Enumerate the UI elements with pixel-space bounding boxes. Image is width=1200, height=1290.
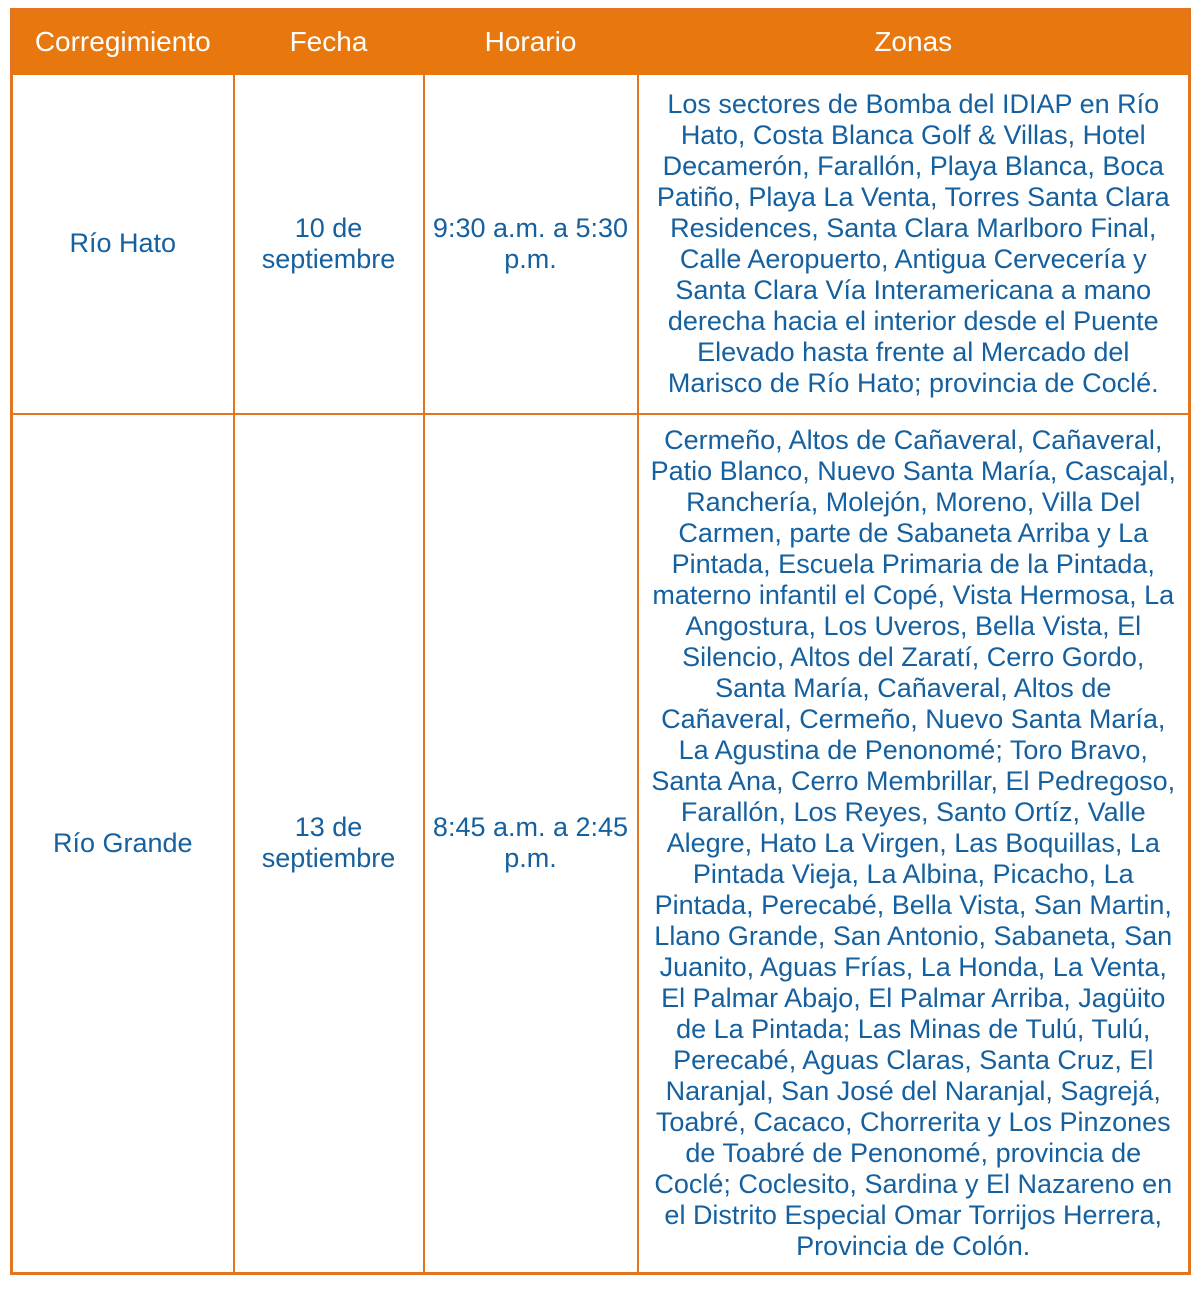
- column-header-zonas: Zonas: [638, 10, 1190, 74]
- column-header-fecha: Fecha: [234, 10, 424, 74]
- column-header-horario: Horario: [424, 10, 638, 74]
- header-row: [12, 10, 1190, 74]
- table-row: [12, 414, 1190, 1274]
- table-row: [12, 74, 1190, 414]
- outage-schedule-table: [10, 8, 1191, 1275]
- column-header-corregimiento: Corregimiento: [12, 10, 234, 74]
- zonas-cell: Los sectores de Bomba del IDIAP en Río Hato, Costa Blanca Golf & Villas, Hotel Decamerón, Farallón, Playa Blanca, Boca Patiño, Playa La Venta, Torres Santa Clara Residences, Santa Clara Marlboro Final, Calle Aeropuerto, Antigua Cervecería y Santa Clara Vía Interamericana a mano derecha hacia el interior desde el Puente Elevado hasta frente al Mercado del Marisco de Río Hato; provincia de Coclé.: [638, 74, 1190, 414]
- corregimiento-cell: Río Hato: [12, 74, 234, 414]
- fecha-cell: 13 de septiembre: [234, 414, 424, 1274]
- fecha-cell: 10 de septiembre: [234, 74, 424, 414]
- horario-cell: 9:30 a.m. a 5:30 p.m.: [424, 74, 638, 414]
- corregimiento-cell: Río Grande: [12, 414, 234, 1274]
- horario-cell: 8:45 a.m. a 2:45 p.m.: [424, 414, 638, 1274]
- zonas-cell: Cermeño, Altos de Cañaveral, Cañaveral, Patio Blanco, Nuevo Santa María, Cascajal, Ranchería, Molejón, Moreno, Villa Del Carmen, parte de Sabaneta Arriba y La Pintada, Escuela Primaria de la Pintada, materno infantil el Copé, Vista Hermosa, La Angostura, Los Uveros, Bella Vista, El Silencio, Altos del Zaratí, Cerro Gordo, Santa María, Cañaveral, Altos de Cañaveral, Cermeño, Nuevo Santa María, La Agustina de Penonomé; Toro Bravo, Santa Ana, Cerro Membrillar, El Pedregoso, Farallón, Los Reyes, Santo Ortíz, Valle Alegre, Hato La Virgen, Las Boquillas, La Pintada Vieja, La Albina, Picacho, La Pintada, Perecabé, Bella Vista, San Martin, Llano Grande, San Antonio, Sabaneta, San Juanito, Aguas Frías, La Honda, La Venta, El Palmar Abajo, El Palmar Arriba, Jagüito de La Pintada; Las Minas de Tulú, Tulú, Perecabé, Aguas Claras, Santa Cruz, El Naranjal, San José del Naranjal, Sagrejá, Toabré, Cacaco, Chorrerita y Los Pinzones de Toabré de Penonomé, provincia de Coclé; Coclesito, Sardina y El Nazareno en el Distrito Especial Omar Torrijos Herrera, Provincia de Colón.: [638, 414, 1190, 1274]
